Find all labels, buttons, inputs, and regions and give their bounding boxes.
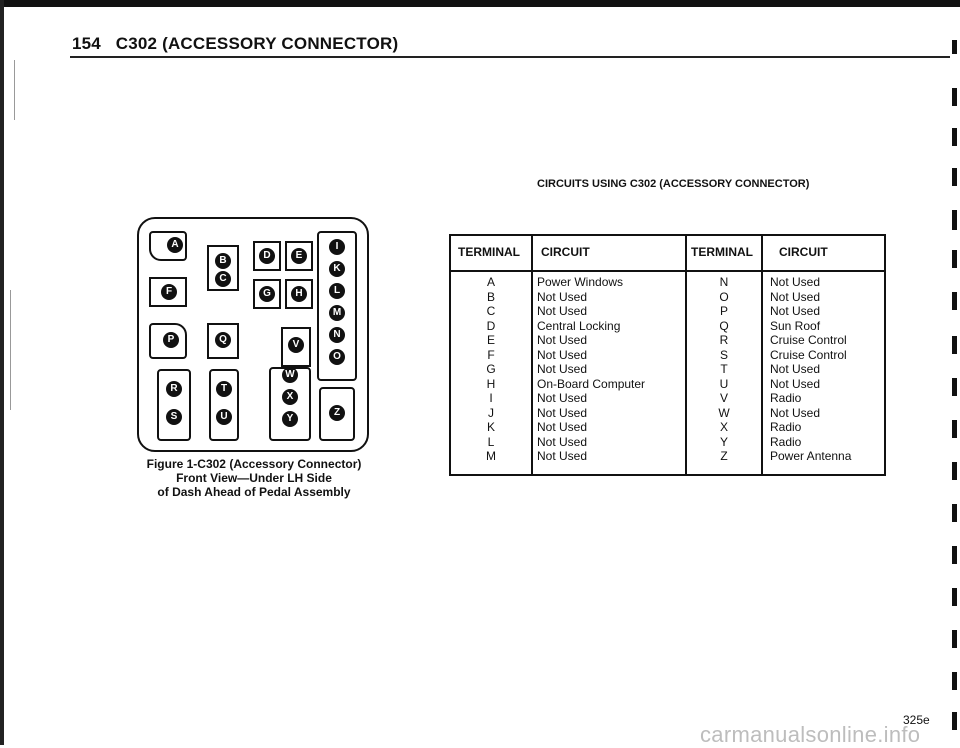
circuit-cell: Radio xyxy=(770,434,802,449)
terminal-cell: V xyxy=(719,391,728,405)
header-terminal-2: TERMINAL xyxy=(691,245,753,259)
pin-z: Z xyxy=(329,405,345,421)
circuit-cell: Not Used xyxy=(537,289,588,304)
table-row xyxy=(451,333,884,348)
figure-caption-line2: Front View—Under LH Side xyxy=(176,471,332,485)
pin-c: C xyxy=(215,271,231,287)
circuit-cell: Radio xyxy=(770,420,802,434)
terminal-cell: A xyxy=(486,275,495,289)
pin-t: T xyxy=(216,381,232,397)
table-body xyxy=(451,275,884,464)
pin-x: X xyxy=(282,389,298,405)
circuit-cell: Not Used xyxy=(770,275,821,289)
circuit-cell: Sun Roof xyxy=(770,318,821,333)
pin-n: N xyxy=(329,327,345,343)
pin-h: H xyxy=(291,286,307,302)
terminal-cell: F xyxy=(487,347,495,362)
pin-w: W xyxy=(282,367,298,383)
pin-g: G xyxy=(259,286,275,302)
top-border xyxy=(0,0,960,7)
table-row xyxy=(451,377,884,392)
scan-mark xyxy=(14,60,15,120)
pin-l: L xyxy=(329,283,345,299)
terminal-cell: T xyxy=(720,362,728,376)
circuit-cell: Not Used xyxy=(770,304,821,318)
cavity-rs xyxy=(157,369,191,441)
circuit-cell: Power Windows xyxy=(537,275,624,289)
pin-a: A xyxy=(167,237,183,253)
terminal-cell: R xyxy=(719,333,729,347)
circuit-cell: Not Used xyxy=(537,304,588,318)
table-row xyxy=(451,362,884,377)
circuit-cell: Central Locking xyxy=(537,318,621,333)
circuit-cell: Not Used xyxy=(537,347,588,362)
table-row xyxy=(451,348,884,363)
pin-q: Q xyxy=(215,332,231,348)
terminal-cell: M xyxy=(486,449,496,463)
pin-o: O xyxy=(329,349,345,365)
header-terminal-1: TERMINAL xyxy=(458,245,520,259)
pin-f: F xyxy=(161,284,177,300)
pin-r: R xyxy=(166,381,182,397)
circuit-cell: Cruise Control xyxy=(770,333,847,347)
terminal-cell: D xyxy=(486,318,496,333)
page-title: 154 C302 (ACCESSORY CONNECTOR) xyxy=(72,34,399,53)
table-row xyxy=(451,406,884,421)
watermark: carmanualsonline.info xyxy=(700,722,921,747)
table-row xyxy=(451,449,884,464)
terminal-cell: U xyxy=(719,376,729,391)
table-row xyxy=(451,420,884,435)
table-row xyxy=(451,275,884,290)
circuit-cell: Not Used xyxy=(537,434,588,449)
terminal-cell: O xyxy=(719,289,729,304)
circuit-cell: On-Board Computer xyxy=(537,376,646,391)
circuit-cell: Not Used xyxy=(770,362,821,376)
pin-m: M xyxy=(329,305,345,321)
circuit-cell: Radio xyxy=(770,391,802,405)
circuit-cell: Not Used xyxy=(770,289,821,304)
terminal-cell: P xyxy=(719,304,728,318)
table-row xyxy=(451,391,884,406)
left-page-edge xyxy=(0,0,4,745)
terminal-cell: E xyxy=(486,333,495,347)
header-rule xyxy=(451,270,884,272)
table-row xyxy=(451,435,884,450)
pin-b: B xyxy=(215,253,231,269)
terminal-cell: H xyxy=(486,376,496,391)
table-heading: CIRCUITS USING C302 (ACCESSORY CONNECTOR) xyxy=(537,178,810,190)
terminal-cell: Y xyxy=(719,434,728,449)
terminal-cell: Z xyxy=(720,449,728,463)
scan-mark xyxy=(10,290,11,410)
circuit-cell: Not Used xyxy=(537,362,588,376)
circuit-cell: Not Used xyxy=(537,420,588,434)
figure-caption-line1: Figure 1-C302 (Accessory Connector) xyxy=(146,457,362,471)
page-number: 325e xyxy=(903,713,930,727)
terminal-cell: I xyxy=(489,391,493,405)
circuit-cell: Power Antenna xyxy=(770,449,852,463)
circuit-cell: Not Used xyxy=(770,405,821,420)
terminal-cell: X xyxy=(719,420,728,434)
terminal-cell: W xyxy=(718,405,730,420)
terminal-cell: L xyxy=(487,434,495,449)
circuit-cell: Not Used xyxy=(770,376,821,391)
circuit-table xyxy=(449,234,886,476)
terminal-cell: J xyxy=(488,405,494,420)
terminal-cell: C xyxy=(486,304,496,318)
terminal-cell: S xyxy=(719,347,728,362)
circuit-cell: Not Used xyxy=(537,391,588,405)
circuit-cell: Not Used xyxy=(537,333,588,347)
title-rule xyxy=(70,56,950,58)
pin-d: D xyxy=(259,248,275,264)
pin-s: S xyxy=(166,409,182,425)
figure-caption-line3: of Dash Ahead of Pedal Assembly xyxy=(157,485,351,499)
table-row xyxy=(451,290,884,305)
pin-e: E xyxy=(291,248,307,264)
circuit-cell: Not Used xyxy=(537,405,588,420)
header-circuit-1: CIRCUIT xyxy=(541,245,590,259)
terminal-cell: G xyxy=(486,362,496,376)
pin-u: U xyxy=(216,409,232,425)
connector-figure xyxy=(137,217,369,452)
terminal-cell: Q xyxy=(719,318,729,333)
pin-i: I xyxy=(329,239,345,255)
terminal-cell: N xyxy=(719,275,729,289)
table-row xyxy=(451,319,884,334)
pin-v: V xyxy=(288,337,304,353)
cavity-tu xyxy=(209,369,239,441)
pin-p: P xyxy=(163,332,179,348)
terminal-cell: B xyxy=(486,289,495,304)
pin-k: K xyxy=(329,261,345,277)
circuit-cell: Cruise Control xyxy=(770,347,847,362)
terminal-cell: K xyxy=(486,420,495,434)
table-row xyxy=(451,304,884,319)
pin-y: Y xyxy=(282,411,298,427)
circuit-cell: Not Used xyxy=(537,449,588,463)
header-circuit-2: CIRCUIT xyxy=(779,245,828,259)
